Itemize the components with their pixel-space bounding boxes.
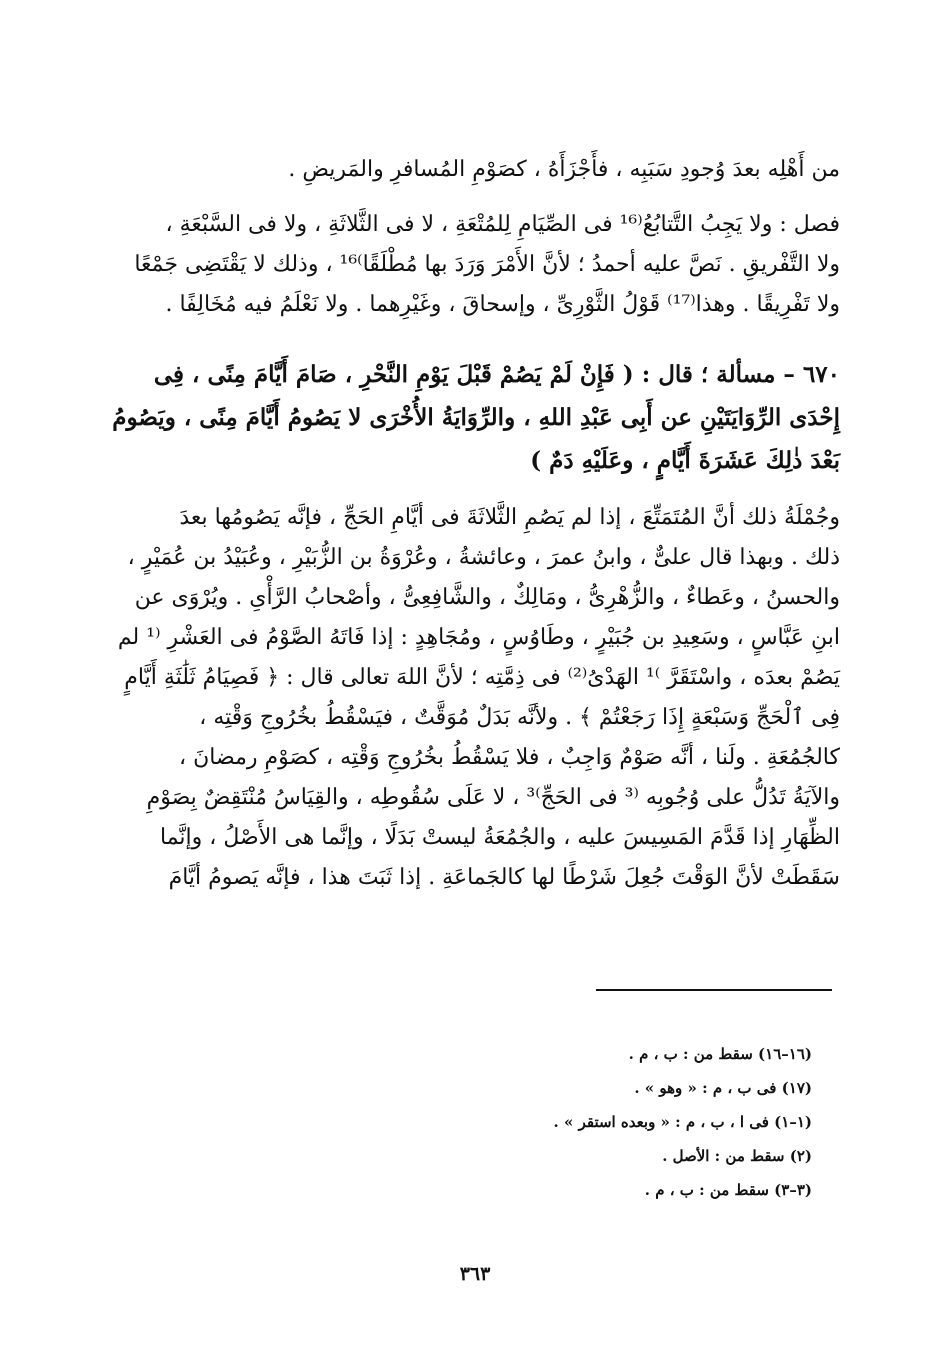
- text-line: من أَهْلِه بعدَ وُجودِ سَبَبِه ، فأَجْزَأَهُ ، كصَوْمِ المُسافرِ والمَريضِ .: [288, 157, 840, 182]
- paragraph-masala-heading: [112, 353, 840, 482]
- footnote-item: (٢) سقط من : الأصل .: [662, 1147, 812, 1165]
- footnote-divider: [596, 989, 832, 991]
- paragraph-fasl: [134, 205, 840, 325]
- text-line: ولا التَّفْريقِ . نَصَّ عليه أحمدُ ؛ لأنَّ الأَمْرَ وَرَدَ بها مُطْلَقًا⁾¹⁶ ، وذلك لا يَقْتَضِى جَمْعًا: [134, 252, 840, 277]
- text-line: ذلك . وبهذا قال علىٌّ ، وابنُ عمرَ ، وعائشةُ ، وعُرْوَةُ بن الزُّبَيْرِ ، وعُبَيْدُ بن عُمَيْرٍ ،: [127, 545, 840, 570]
- footnotes: [400, 1037, 812, 1207]
- footnote-item: (٣–٣) سقط من : ب ، م .: [644, 1181, 812, 1199]
- text-line: يَصُمْ بعدَه ، واسْتَقَرَّ ⁾¹ الهَدْىُ⁽²⁾ فى ذِمَّتِه ؛ لأنَّ اللهَ تعالى قال : ﴿ فَصِيَامُ ثَلَٰثَةِ أَيَّامٍ: [124, 665, 840, 690]
- text-line: إِحْدَى الرِّوَايَتَيْنِ عن أَبِى عَبْدِ اللهِ ، والرِّوَايَةُ الأُخْرَى لا يَصُومُ أَيَّامَ مِنًى ، ويَصُومُ: [112, 404, 840, 431]
- page-number: ٣٦٣: [459, 1263, 491, 1285]
- text-line: ٦٧٠ – مسألة ؛ قال : ( فَإِنْ لَمْ يَصُمْ قَبْلَ يَوْمِ النَّحْرِ ، صَامَ أَيَّامَ مِنًى ، فِى: [153, 361, 840, 388]
- footnote-item: (١–١) فى ا ، ب ، م : « وبعده استقر » .: [553, 1113, 812, 1131]
- text-line: الظِّهَارِ إذا قَدَّمَ المَسِيسَ عليه ، والجُمُعَةُ ليستْ بَدَلًا ، وإنَّما هى الأَصْلُ ، وإنَّما: [160, 825, 840, 850]
- text-line: والآيَةُ تَدُلُّ على وُجُوبِه ⁽³ فى الحَجِّ⁾³ ، لا عَلَى سُقُوطِه ، والقِيَاسُ مُنْتَقِضٌ بِصَوْمِ: [146, 785, 840, 810]
- text-line: سَقَطَتْ لأنَّ الوَقْتَ جُعِلَ شَرْطًا لها كالجَماعَةِ . إذا ثَبَتَ هذا ، فإنَّه يَصومُ أيَّامَ: [168, 865, 840, 890]
- text-line: ولا تَفْرِيقًا . وهذا⁽¹⁷⁾ قَوْلُ الثَّوْرِىِّ ، وإسحاقَ ، وغَيْرِهما . ولا نَعْلَمُ فيه مُخَالِفًا .: [165, 292, 840, 317]
- text-line: كالجُمُعَةِ . ولَنا ، أنَّه صَوْمٌ وَاجِبٌ ، فلا يَسْقُطُ بخُرُوجِ وَقْتِه ، كصَوْمِ رمضانَ ،: [179, 745, 840, 770]
- paragraph-commentary: [117, 498, 840, 898]
- text-line: ابنِ عَبَّاسٍ ، وسَعِيدِ بن جُبَيْرٍ ، وطَاوُسٍ ، ومُجَاهِدٍ : إذا فَاتَهُ الصَّوْمُ فى العَشْرِ ⁽¹ لم: [117, 625, 840, 650]
- footnote-item: (١٧) فى ب ، م : « وهو » .: [634, 1079, 812, 1097]
- text-line: وجُمْلَةُ ذلك أنَّ المُتَمَتِّعَ ، إذا لم يَصُمِ الثَّلاثَةَ فى أيَّامِ الحَجِّ ، فإنَّه يَصُومُها بعدَ: [179, 505, 840, 530]
- text-line: فصل : ولا يَجِبُ التَّتابُعُ⁽¹⁶ فى الصِّيَامِ لِلمُتْعَةِ ، لا فى الثَّلاثَةِ ، ولا فى السَّبْعَةِ ،: [165, 212, 840, 237]
- text-line: فِى ٱلْحَجِّ وَسَبْعَةٍ إِذَا رَجَعْتُمْ ﴾ . ولأنَّه بَدَلٌ مُوَقَّتٌ ، فيَسْقُطُ بخُرُوجِ وَقْتِه ،: [199, 705, 840, 730]
- footnote-item: (١٦–١٦) سقط من : ب ، م .: [628, 1045, 812, 1063]
- text-line: بَعْدَ ذٰلِكَ عَشَرَةَ أَيَّامٍ ، وعَلَيْهِ دَمٌ ): [530, 447, 840, 474]
- paragraph-continuation: [150, 150, 840, 190]
- text-line: والحسنُ ، وعَطاءٌ ، والزُّهْرِىُّ ، ومَالِكٌ ، والشَّافِعِىُّ ، وأصْحابُ الرَّأْىِ . ويُرْوَى عن: [134, 585, 840, 610]
